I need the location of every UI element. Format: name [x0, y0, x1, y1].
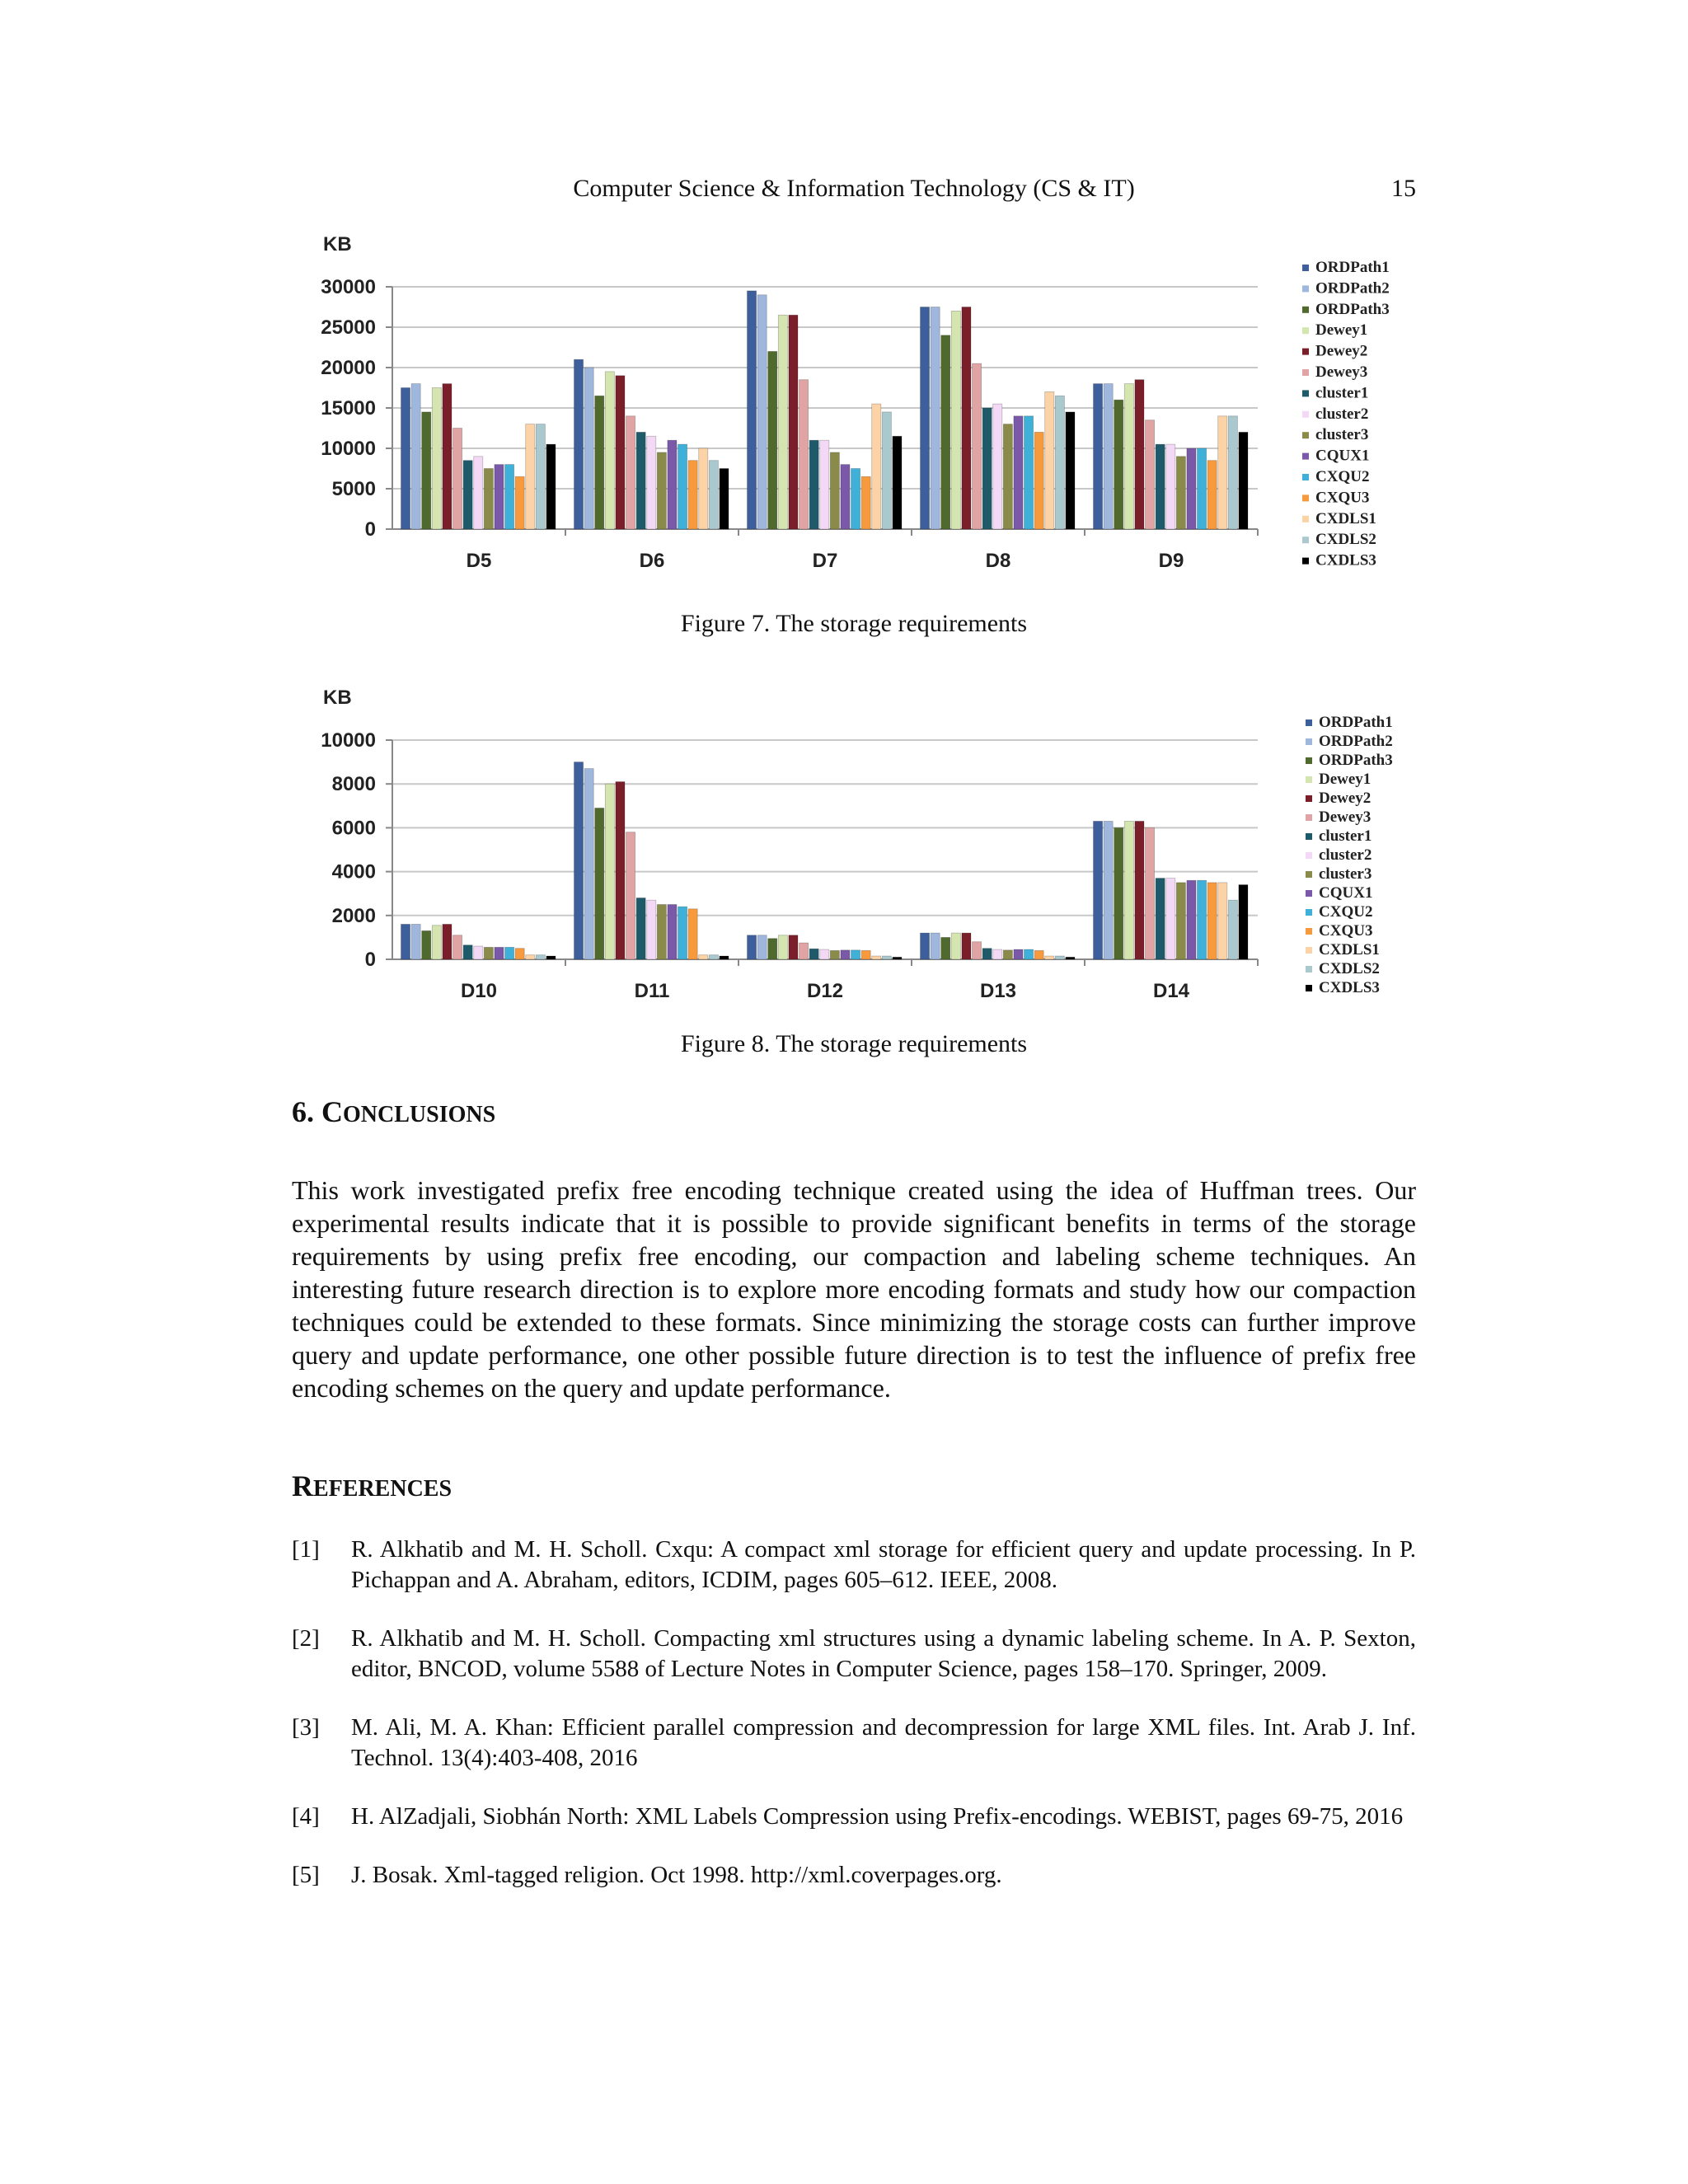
legend-entry: Dewey3 — [1315, 363, 1368, 381]
heading-initial: C — [321, 1095, 343, 1128]
bar-Dewey1-D8 — [951, 311, 960, 529]
bar-CXQU3-D14 — [1207, 883, 1217, 959]
figure-8-caption: Figure 8. The storage requirements — [680, 1030, 1028, 1057]
bar-cluster1-D8 — [982, 408, 992, 529]
bar-cluster3-D6 — [657, 452, 666, 529]
bar-Dewey3-D13 — [973, 942, 982, 959]
bar-Dewey2-D10 — [443, 924, 452, 959]
bar-ORDPath1-D10 — [401, 924, 410, 959]
legend-swatch — [1306, 833, 1312, 840]
bar-ORDPath1-D14 — [1094, 821, 1103, 959]
bar-CXQU3-D12 — [861, 950, 870, 959]
bar-Dewey1-D10 — [432, 926, 441, 959]
bar-ORDPath3-D11 — [595, 808, 604, 959]
conclusions-paragraph: This work investigated prefix free encoding technique created using the idea of Huffman trees. Our experimental results indicate that it is possible to provide significant benefits in terms of the storage requirements by using prefix free encoding, our compaction and labeling scheme techniques. An interesting future research direction is to explore more encoding formats and study how our compaction techniques could be extended to these formats. Since minimizing the storage costs can further improve query and update performance, one other possible future direction is to test the influence of prefix free encoding schemes on the query and update performance. — [292, 1175, 1416, 1403]
bar-CQUX1-D11 — [668, 905, 677, 960]
y-tick-label: 8000 — [331, 773, 376, 796]
bar-CQUX1-D12 — [841, 950, 850, 959]
bar-Dewey2-D11 — [616, 782, 625, 959]
legend-entry: CXDLS1 — [1315, 509, 1376, 527]
bar-CXQU2-D11 — [678, 907, 687, 959]
bar-ORDPath1-D13 — [921, 933, 930, 959]
bar-CXQU3-D5 — [515, 476, 524, 529]
legend-swatch — [1306, 738, 1312, 745]
bar-Dewey2-D14 — [1135, 821, 1144, 959]
bar-CXDLS3-D10 — [546, 956, 556, 959]
legend-entry: ORDPath3 — [1315, 300, 1390, 318]
legend-entry: Dewey2 — [1315, 342, 1368, 360]
bar-cluster2-D10 — [474, 946, 483, 959]
bar-Dewey1-D5 — [432, 388, 441, 530]
bar-CXDLS3-D7 — [893, 436, 902, 529]
bar-cluster3-D10 — [484, 947, 493, 959]
legend-entry: CQUX1 — [1319, 884, 1373, 902]
bar-CQUX1-D13 — [1014, 949, 1023, 959]
bar-ORDPath3-D10 — [422, 930, 431, 959]
bar-cluster3-D9 — [1176, 457, 1185, 529]
legend-entry: CXQU3 — [1319, 922, 1373, 940]
bar-Dewey1-D13 — [951, 933, 960, 959]
bar-CXDLS3-D13 — [1066, 957, 1075, 959]
bar-Dewey1-D9 — [1124, 384, 1133, 529]
bar-cluster3-D7 — [830, 452, 839, 529]
bar-cluster2-D13 — [993, 949, 1002, 959]
bar-CXDLS3-D8 — [1066, 412, 1075, 529]
reference-text: J. Bosak. Xml-tagged religion. Oct 1998. http://xml.coverpages.org. — [351, 1862, 1002, 1888]
bar-ORDPath2-D10 — [411, 924, 420, 959]
reference-item — [292, 1624, 1416, 1685]
reference-item — [292, 1802, 1416, 1832]
reference-list — [292, 1535, 1416, 1919]
bar-CXDLS3-D5 — [546, 444, 556, 529]
bar-Dewey1-D11 — [605, 784, 614, 959]
legend-entry: CXDLS2 — [1315, 531, 1376, 549]
figure-8-chart — [292, 684, 1416, 1014]
legend-entry: ORDPath2 — [1315, 279, 1390, 298]
legend-entry: CXDLS2 — [1319, 960, 1380, 977]
y-tick-label: 0 — [364, 518, 376, 541]
legend-swatch — [1302, 327, 1309, 334]
bar-CXDLS1-D7 — [872, 404, 881, 529]
bar-Dewey2-D9 — [1135, 380, 1144, 529]
legend-swatch — [1306, 795, 1312, 802]
bar-cluster2-D5 — [474, 457, 483, 529]
bar-CXQU3-D7 — [861, 476, 870, 529]
x-tick-label: D7 — [812, 550, 838, 572]
legend-entry: CXQU3 — [1315, 489, 1370, 507]
bar-cluster2-D7 — [820, 440, 829, 529]
bar-cluster3-D8 — [1003, 424, 1012, 529]
heading-initial: R — [292, 1469, 313, 1502]
x-tick-label: D10 — [460, 980, 498, 1002]
bar-cluster2-D14 — [1166, 879, 1175, 959]
bar-CXDLS3-D9 — [1239, 432, 1248, 529]
bar-Dewey2-D6 — [616, 376, 625, 529]
bar-cluster2-D6 — [647, 436, 656, 529]
bar-ORDPath2-D5 — [411, 384, 420, 529]
bar-ORDPath2-D13 — [931, 933, 940, 959]
heading-rest: EFERENCES — [313, 1476, 452, 1502]
bar-cluster2-D11 — [647, 900, 656, 959]
bar-Dewey2-D12 — [789, 935, 798, 959]
bar-Dewey3-D5 — [453, 429, 462, 530]
bar-CXDLS2-D11 — [709, 955, 718, 959]
bar-CXDLS2-D5 — [536, 424, 545, 529]
bar-Dewey3-D10 — [453, 935, 462, 959]
bar-Dewey2-D13 — [962, 933, 971, 959]
bar-CXDLS3-D12 — [893, 957, 902, 959]
bar-CXQU3-D13 — [1034, 950, 1043, 959]
legend-entry: cluster1 — [1315, 384, 1369, 402]
bar-CXDLS1-D6 — [699, 448, 708, 529]
legend-entry: CXDLS3 — [1315, 551, 1376, 569]
bar-CXDLS1-D5 — [526, 424, 535, 529]
legend-swatch — [1302, 453, 1309, 460]
reference-number: [5] — [292, 1862, 320, 1888]
bar-CXDLS1-D12 — [872, 956, 881, 959]
bar-cluster3-D11 — [657, 905, 666, 960]
bar-cluster2-D12 — [820, 949, 829, 959]
legend-entry: Dewey1 — [1315, 321, 1368, 340]
bar-CXQU3-D6 — [688, 461, 697, 529]
bar-Dewey3-D11 — [626, 832, 635, 959]
bar-CXDLS2-D8 — [1055, 396, 1064, 529]
legend-swatch — [1302, 390, 1309, 396]
bar-cluster1-D7 — [809, 440, 818, 529]
y-tick-label: 30000 — [321, 276, 376, 298]
bar-CXDLS2-D12 — [882, 956, 891, 959]
bar-ORDPath1-D6 — [574, 359, 584, 529]
bar-ORDPath2-D9 — [1104, 384, 1113, 529]
y-tick-label: 15000 — [321, 397, 376, 419]
bar-CXQU3-D10 — [515, 949, 524, 959]
legend-swatch — [1302, 307, 1309, 313]
references-heading — [292, 1469, 452, 1503]
heading-rest: ONCLUSIONS — [343, 1102, 496, 1127]
conclusions-heading — [292, 1094, 495, 1129]
reference-item — [292, 1713, 1416, 1774]
reference-text: R. Alkhatib and M. H. Scholl. Cxqu: A compact xml storage for efficient query and update processing. In P. Pichappan and A. Abraham, editors, ICDIM, pages 605–612. IEEE, 2008. — [351, 1536, 1416, 1593]
bar-CQUX1-D7 — [841, 465, 850, 529]
bar-cluster3-D12 — [830, 950, 839, 959]
legend-entry: ORDPath3 — [1319, 752, 1393, 769]
bar-ORDPath3-D14 — [1114, 827, 1123, 959]
y-tick-label: 5000 — [331, 478, 376, 500]
bar-Dewey2-D8 — [962, 307, 971, 530]
bar-Dewey1-D14 — [1124, 821, 1133, 959]
legend-swatch — [1302, 432, 1309, 438]
bar-Dewey2-D7 — [789, 315, 798, 529]
bar-ORDPath2-D8 — [931, 307, 940, 530]
bar-ORDPath3-D7 — [768, 351, 777, 529]
bar-CXQU2-D13 — [1025, 949, 1034, 959]
bar-Dewey3-D14 — [1146, 827, 1155, 959]
bar-cluster3-D13 — [1003, 950, 1012, 959]
bar-cluster1-D6 — [636, 432, 645, 529]
bar-cluster1-D9 — [1156, 444, 1165, 529]
x-tick-label: D12 — [806, 980, 844, 1002]
bar-CXQU2-D7 — [851, 469, 860, 530]
legend-swatch — [1302, 369, 1309, 376]
bar-CQUX1-D6 — [668, 440, 677, 529]
legend-swatch — [1306, 757, 1312, 764]
legend-swatch — [1306, 814, 1312, 821]
bar-Dewey3-D9 — [1146, 420, 1155, 529]
legend-entry: Dewey1 — [1319, 771, 1372, 788]
bar-Dewey3-D8 — [973, 363, 982, 529]
legend-entry: cluster3 — [1315, 426, 1369, 444]
legend-entry: cluster2 — [1315, 405, 1369, 423]
reference-number: [3] — [292, 1714, 320, 1741]
legend-swatch — [1306, 871, 1312, 878]
bar-CQUX1-D10 — [495, 947, 504, 959]
legend-entry: cluster1 — [1319, 827, 1372, 845]
reference-number: [1] — [292, 1536, 320, 1563]
bar-cluster1-D14 — [1156, 879, 1165, 959]
bar-CXQU2-D12 — [851, 950, 860, 959]
bar-ORDPath3-D9 — [1114, 400, 1123, 529]
section-number: 6. — [292, 1095, 314, 1128]
bar-Dewey3-D12 — [799, 943, 809, 959]
bar-ORDPath3-D13 — [941, 937, 950, 959]
bar-CXDLS2-D14 — [1228, 900, 1237, 959]
bar-CXDLS2-D9 — [1228, 416, 1237, 529]
bar-CXQU2-D10 — [505, 947, 514, 959]
running-header — [292, 175, 1416, 208]
legend-swatch — [1306, 966, 1312, 972]
reference-text: M. Ali, M. A. Khan: Efficient parallel compression and decompression for large XML files. Int. Arab J. Inf. Technol. 13(4):403-408, 2016 — [351, 1714, 1416, 1771]
legend-entry: ORDPath2 — [1319, 733, 1393, 750]
legend-swatch — [1306, 928, 1312, 935]
legend-swatch — [1302, 411, 1309, 418]
bar-cluster1-D5 — [463, 461, 472, 529]
bar-CXQU2-D14 — [1198, 880, 1207, 959]
x-tick-label: D9 — [1158, 550, 1184, 572]
bar-ORDPath2-D6 — [584, 368, 593, 529]
bar-CXDLS3-D6 — [720, 469, 729, 530]
legend-entry: CXDLS1 — [1319, 941, 1380, 958]
bar-CXQU3-D11 — [688, 909, 697, 959]
y-tick-label: 0 — [364, 949, 376, 971]
bar-ORDPath1-D7 — [748, 291, 757, 529]
bar-cluster2-D9 — [1166, 444, 1175, 529]
bar-CXDLS1-D14 — [1218, 883, 1227, 959]
running-title: Computer Science & Information Technology (CS & IT) — [573, 175, 1135, 202]
legend-entry: CXQU2 — [1319, 903, 1373, 921]
bar-Dewey1-D12 — [778, 935, 787, 959]
bar-ORDPath2-D7 — [757, 295, 767, 529]
bar-CXDLS1-D10 — [526, 955, 535, 959]
bar-CXQU2-D6 — [678, 444, 687, 529]
bar-CXDLS1-D9 — [1218, 416, 1227, 529]
bar-CXDLS2-D10 — [536, 955, 545, 959]
x-tick-label: D5 — [466, 550, 492, 572]
y-tick-label: 10000 — [321, 729, 376, 752]
bar-Dewey1-D7 — [778, 315, 787, 529]
legend-entry: cluster2 — [1319, 846, 1372, 864]
bar-ORDPath2-D12 — [757, 935, 767, 959]
bar-Dewey3-D7 — [799, 380, 809, 529]
bar-CQUX1-D14 — [1187, 880, 1196, 959]
legend-swatch — [1306, 890, 1312, 897]
bar-CXDLS2-D7 — [882, 412, 891, 529]
y-tick-label: 25000 — [321, 316, 376, 339]
bar-Dewey2-D5 — [443, 384, 452, 529]
reference-number: [2] — [292, 1625, 320, 1652]
y-tick-label: 6000 — [331, 817, 376, 840]
y-axis-label: KB — [323, 233, 352, 255]
legend-swatch — [1306, 947, 1312, 954]
legend-entry: Dewey2 — [1319, 790, 1372, 807]
bar-CXQU2-D9 — [1198, 448, 1207, 529]
reference-text: R. Alkhatib and M. H. Scholl. Compacting xml structures using a dynamic labeling scheme. In A. P. Sexton, editor, BNCOD, volume 5588 of Lecture Notes in Computer Science, pages 158–170. Springer, 2009. — [351, 1625, 1416, 1682]
legend-entry: cluster3 — [1319, 865, 1372, 883]
legend-swatch — [1306, 909, 1312, 916]
bar-CXQU3-D8 — [1034, 432, 1043, 529]
legend-entry: ORDPath1 — [1319, 714, 1393, 731]
legend-swatch — [1302, 349, 1309, 355]
bar-ORDPath3-D8 — [941, 335, 950, 529]
legend-swatch — [1302, 265, 1309, 271]
y-tick-label: 2000 — [331, 904, 376, 927]
reference-number: [4] — [292, 1803, 320, 1830]
bar-ORDPath1-D11 — [574, 762, 584, 959]
legend-swatch — [1306, 985, 1312, 991]
y-axis-label: KB — [323, 687, 352, 709]
bar-cluster2-D8 — [993, 404, 1002, 529]
legend-swatch — [1302, 558, 1309, 565]
bar-CXQU3-D9 — [1207, 461, 1217, 529]
bar-ORDPath2-D14 — [1104, 821, 1113, 959]
figure-7-caption: Figure 7. The storage requirements — [680, 610, 1028, 637]
legend-entry: CXQU2 — [1315, 468, 1370, 485]
reference-item — [292, 1860, 1416, 1891]
bar-ORDPath1-D12 — [748, 935, 757, 959]
bar-ORDPath3-D6 — [595, 396, 604, 529]
bar-Dewey3-D6 — [626, 416, 635, 529]
x-tick-label: D6 — [639, 550, 665, 572]
bar-ORDPath1-D8 — [921, 307, 930, 530]
bar-cluster1-D10 — [463, 945, 472, 959]
bar-cluster1-D13 — [982, 949, 992, 959]
legend-swatch — [1302, 537, 1309, 543]
legend-swatch — [1306, 776, 1312, 783]
bar-ORDPath3-D12 — [768, 939, 777, 959]
bar-CXDLS2-D6 — [709, 461, 718, 529]
reference-text: H. AlZadjali, Siobhán North: XML Labels Compression using Prefix-encodings. WEBIST, pages 69-75, 2016 — [351, 1803, 1404, 1830]
x-tick-label: D14 — [1152, 980, 1190, 1002]
bar-ORDPath1-D9 — [1094, 384, 1103, 529]
x-tick-label: D8 — [985, 550, 1011, 572]
bar-cluster1-D12 — [809, 949, 818, 959]
bar-Dewey1-D6 — [605, 372, 614, 529]
bar-ORDPath3-D5 — [422, 412, 431, 529]
bar-cluster3-D5 — [484, 469, 493, 530]
reference-item — [292, 1535, 1416, 1596]
legend-entry: Dewey3 — [1319, 808, 1372, 826]
legend-swatch — [1302, 494, 1309, 501]
legend-entry: CXDLS3 — [1319, 979, 1380, 996]
bar-CXQU2-D8 — [1025, 416, 1034, 529]
bar-CQUX1-D5 — [495, 465, 504, 529]
y-tick-label: 4000 — [331, 860, 376, 883]
legend-swatch — [1302, 474, 1309, 480]
bar-cluster1-D11 — [636, 898, 645, 959]
legend-entry: CQUX1 — [1315, 447, 1370, 465]
legend-swatch — [1306, 852, 1312, 859]
bar-CXDLS3-D11 — [720, 956, 729, 959]
bar-cluster3-D14 — [1176, 883, 1185, 959]
bar-CXDLS1-D11 — [699, 955, 708, 959]
bar-ORDPath2-D11 — [584, 769, 593, 959]
bar-CQUX1-D8 — [1014, 416, 1023, 529]
bar-CXDLS3-D14 — [1239, 885, 1248, 959]
legend-swatch — [1302, 285, 1309, 292]
x-tick-label: D11 — [634, 980, 670, 1002]
y-tick-label: 20000 — [321, 357, 376, 379]
bar-CXDLS1-D13 — [1045, 956, 1054, 959]
bar-CXDLS1-D8 — [1045, 391, 1054, 529]
legend-swatch — [1306, 719, 1312, 726]
legend-entry: ORDPath1 — [1315, 259, 1390, 276]
page-number: 15 — [1391, 175, 1416, 202]
bar-CXQU2-D5 — [505, 465, 514, 529]
bar-ORDPath1-D5 — [401, 388, 410, 530]
legend-swatch — [1302, 516, 1309, 523]
y-tick-label: 10000 — [321, 438, 376, 460]
bar-CXDLS2-D13 — [1055, 956, 1064, 959]
x-tick-label: D13 — [979, 980, 1017, 1002]
figure-7-chart — [292, 229, 1416, 583]
bar-CQUX1-D9 — [1187, 448, 1196, 529]
